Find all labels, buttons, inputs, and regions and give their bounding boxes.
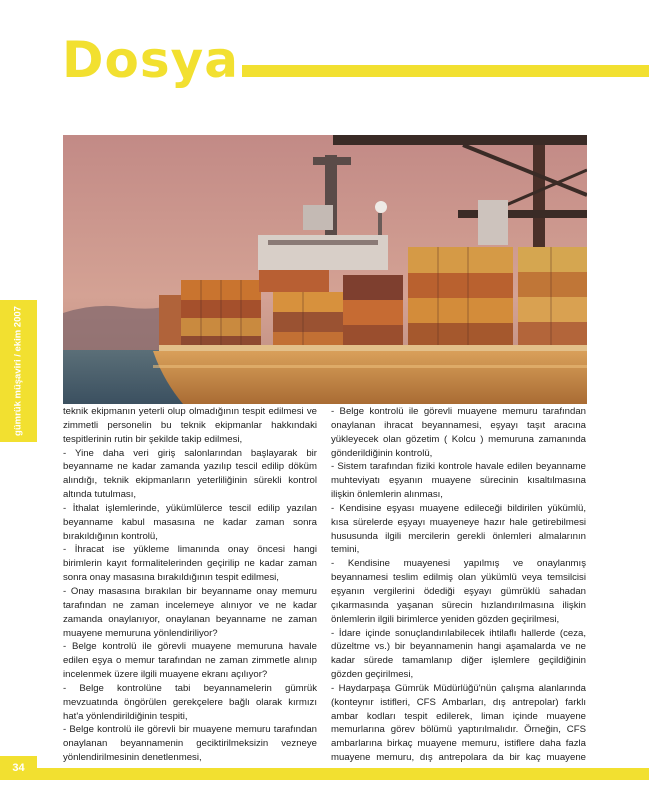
paragraph: - Sistem tarafından fiziki kontrole havale edilen beyanname muhteviyatı eşyanın muayene sürecinin kısaltılmasına ilişkin önlemlerin alınması, — [331, 461, 586, 501]
section-title: Dosya — [62, 31, 239, 89]
paragraph: - Yine daha veri giriş salonlarından başlayarak bir beyanname ne kadar zamanda yazılıp tescil edilip döküm alındığı, teknik ekipmanların yeterliliğinin sürekli kontrol altında tutulması, — [63, 447, 317, 501]
container-ship-photo — [63, 135, 587, 404]
footer-accent-bar — [37, 768, 649, 780]
article-column-left — [63, 405, 317, 765]
magazine-info: gümrük müşaviri / ekim 2007 — [12, 306, 24, 436]
paragraph: - İthalat işlemlerinde, yükümlülerce tescil edilip yazılan beyanname kabul masasına ne kadar zaman sonra bırakıldığının kontrolü, — [63, 502, 317, 542]
paragraph: - İdare içinde sonuçlandırılabilecek ihtilaflı hallerde (ceza, düzeltme vs.) bir beyannamenin hangi aşamalarda ve ne kadar sürede tamamlanıp diğer işlemlere geçildiğinin gözden geçirilmesi, — [331, 627, 586, 681]
header-accent-bar — [242, 65, 649, 77]
paragraph: - Belge kontrolüne tabi beyannamelerin gümrük mevzuatında öngörülen gerekçelere bağlı olarak kırmızı hat'a yönlendirildiğinin tespiti, — [63, 682, 317, 722]
article-column-right — [331, 405, 586, 779]
paragraph: - Belge kontrolü ile görevli muayene memuru tarafından onaylanan ihracat beyannamesi, eşyayı taşıt aracına yükleyecek olan gözetim ( Kolcu ) memuruna zamanında gönderildiğinin kontrolü, — [331, 406, 586, 459]
container-ship-icon — [63, 135, 587, 404]
page-number: 34 — [12, 762, 25, 774]
paragraph: - İhracat ise yükleme limanında onay öncesi hangi birimlerin kayıt formalitelerinden geçirilip ne kadar zaman sonra onay masasına bırakıldığının tespit edilmesi, — [63, 544, 317, 584]
paragraph: - Haydarpaşa Gümrük Müdürlüğü'nün çalışma alanlarında (konteynır istifleri, CFS Ambarları, dış antrepolar) farklı ambar kodları tespit edilerek, liman içinde muayene memurlarına görev bölümü yaptırılmalıdır. Örneğin, CFS ambarlarına birkaç muayene memuru, istiflere daha fazla muayene memuru, dış antrepolara da bir kaç muayene — [331, 682, 586, 764]
paragraph: teknik ekipmanın yeterli olup olmadığının tespit edilmesi ve zimmetli personelin bu teknik ekipmanlar hakkındaki tespitlerinin rutin bir şekilde takip edilmesi, — [63, 406, 317, 445]
paragraph: - Kendisine eşyası muayene edileceği bildirilen yükümlü, kısa sürelerde eşyayı muayeneye hazır hale getirebilmesi hususunda ilgili mercilerin gerekli önlemleri almalarının temini, — [331, 502, 586, 556]
paragraph: - Belge kontrolü ile görevli muayene memuruna havale edilen eşya o memur tarafından ne zaman zimmetle alınıp incelenmek üzere ilgili muayene ekranı açılıyor? — [63, 641, 317, 681]
paragraph: - Kendisine muayenesi yapılmış ve onaylanmış beyannamesi teslim edilmiş olan yükümlü veya temsilcisi eşyanın vergilerini ödediği eşyayı gümrüklü sahadan çıkarmasında yaşanan sürecin hızlandırılmasına ilişkin önlemlerin ilgili birimlerce yeniden gözden geçirilmesi, — [331, 558, 586, 625]
paragraph: - Belge kontrolü ile görevli bir muayene memuru tarafından onaylanan beyannamenin geciktirilmeksizin vezneye yönlendirilmesinin denetlenmesi, — [63, 724, 317, 764]
paragraph: - Onay masasına bırakılan bir beyanname onay memuru tarafından ne zaman incelemeye alınıyor ve ne kadar zamanda onaylanıyor, onaylanan beyanname ne zaman muayene memuruna yönlendiriliyor? — [63, 585, 317, 639]
